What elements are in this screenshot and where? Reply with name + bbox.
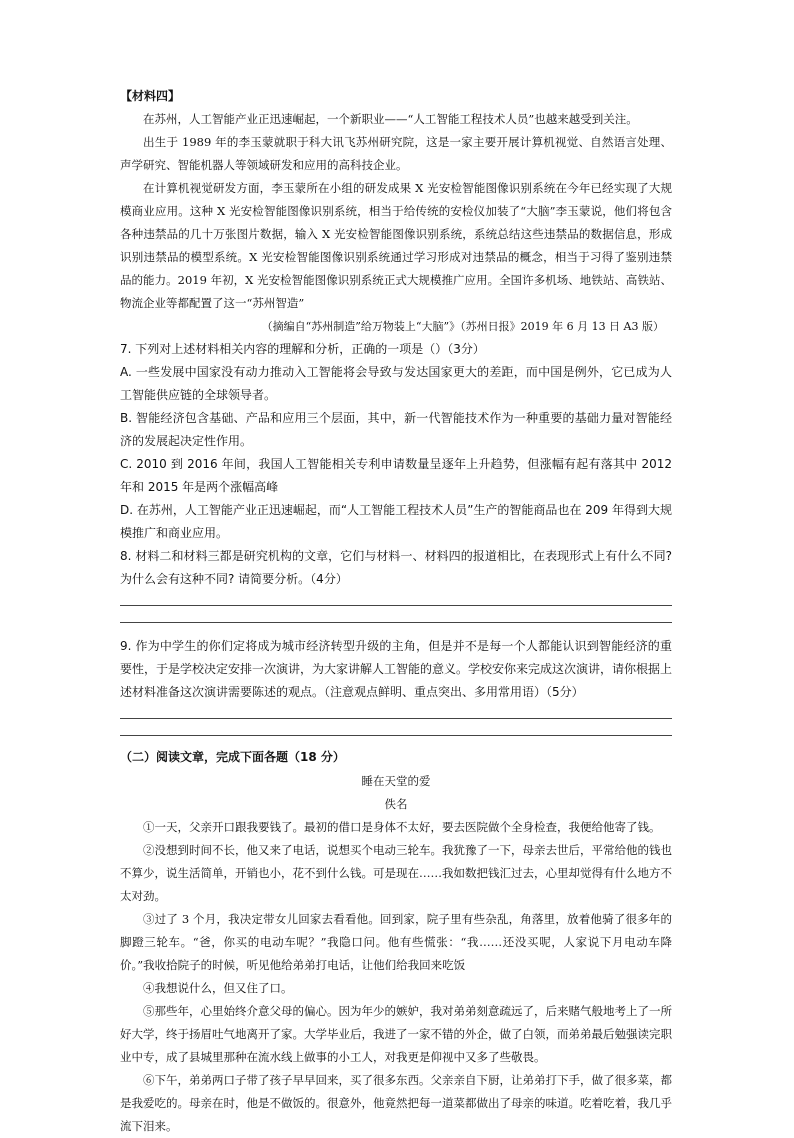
question-7-option-c: C. 2010 到 2016 年间，我国人工智能相关专利申请数量呈逐年上升趋势，但涨幅有起有落其中 2012 年和 2015 年是两个涨幅高峰 [120, 457, 672, 494]
article-author: 佚名 [384, 797, 408, 811]
material4-paragraph-1: 在苏州，人工智能产业正迅速崛起，一个新职业——“人工智能工程技术人员”也越来越受到关注。 [143, 112, 638, 126]
document-page [120, 85, 672, 1138]
article-paragraph-5: ⑤那些年，心里始终介意父母的偏心。因为年少的嫉妒，我对弟弟刻意疏远了，后来赌气般地考上了一所好大学，终于扬眉吐气地离开了家。大学毕业后，我进了一家不错的外企，做了白领，而弟弟最后勉强读完职业中专，成了县城里那种在流水线上做事的小工人，对我更是仰视中又多了些敬畏。 [120, 1004, 672, 1064]
question-7-option-a: A. 一些发展中国家没有动力推动入工智能将会导致与发达国家更大的差距，而中国是例外，它已成为人工智能供应链的全球领导者。 [120, 365, 672, 402]
question-7-option-d: D. 在苏州，人工智能产业正迅速崛起，而“人工智能工程技术人员”生产的智能商品也在 209 年得到大规模推广和商业应用。 [120, 503, 672, 540]
article-paragraph-3: ③过了 3 个月，我决定带女儿回家去看看他。回到家，院子里有些杂乱，角落里，放着他骑了很多年的脚蹬三轮车。“爸，你买的电动车呢？”我隐口问。他有些慌张：“我……还没买呢，人家说下月电动车降价。”我收拾院子的时候，听见他给弟弟打电话，让他们给我回来吃饭 [120, 912, 672, 972]
material4-paragraph-3: 在计算机视觉研发方面，李玉蒙所在小组的研发成果 X 光安检智能图像识别系统在今年已经实现了大规模商业应用。这种 X 光安检智能图像识别系统，相当于给传统的安检仪加装了“大脑”李玉蒙说，他们将包含各种违禁品的几十万张图片数据，输入 X 光安检智能图像识别系统，系统总结这些违禁品的数据信息，形成识别违禁品的模型系统。X 光安检智能图像识别系统通过学习形成对违禁品的概念，相当于习得了鉴别违禁品的能力。2019 年初，X 光安检智能图像识别系统正式大规模推广应用。全国许多机场、地铁站、高铁站、物流企业等都配置了这一“苏州智造” [120, 181, 672, 310]
article-paragraph-4: ④我想说什么，但又住了口。 [143, 981, 293, 995]
question-8-stem: 8. 材料二和材料三都是研究机构的文章，它们与材料一、材料四的报道相比，在表现形式上有什么不同?为什么会有这种不同? 请简要分析。（4分） [120, 549, 672, 586]
material4-heading: 【材料四】 [120, 89, 181, 103]
article-title: 睡在天堂的爱 [361, 774, 431, 788]
article-paragraph-2: ②没想到时间不长，他又来了电话，说想买个电动三轮车。我犹豫了一下，母亲去世后，平常给他的钱也不算少，说生活简单，开销也小，花不到什么钱。可是现在……我如数把钱汇过去，心里却觉得有什么地方不太对劲。 [120, 843, 672, 903]
question-9-stem: 9. 作为中学生的你们定将成为城市经济转型升级的主角，但是并不是每一个人都能认识到智能经济的重要性，于是学校决定安排一次演讲，为大家讲解人工智能的意义。学校安你来完成这次演讲，请你根据上述材料准备这次演讲需要陈述的观点。（注意观点鲜明、重点突出、多用常用语）（5分） [120, 639, 673, 699]
section-2-title: （二）阅读文章，完成下面各题（18 分） [120, 750, 345, 764]
material4-source: （摘编自“苏州制造”给万物装上“大脑”》（苏州日报》2019 年 6 月 13 日 A3 版） [261, 320, 664, 333]
material4-paragraph-2: 出生于 1989 年的李玉蒙就职于科大讯飞苏州研究院，这是一家主要开展计算机视觉、自然语言处理、声学研究、智能机器人等领域研发和应用的高科技企业。 [120, 135, 672, 172]
article-paragraph-6: ⑥下午，弟弟两口子带了孩子早早回来，买了很多东西。父亲亲自下厨，让弟弟打下手，做了很多菜，都是我爱吃的。母亲在时，他是不做饭的。很意外，他竟然把每一道菜都做出了母亲的味道。吃着吃着，我几乎流下泪来。 [120, 1073, 672, 1133]
question-7-option-b: B. 智能经济包含基础、产品和应用三个层面，其中，新一代智能技术作为一种重要的基础力量对智能经济的发展起决定性作用。 [120, 411, 672, 448]
question-7-stem: 7. 下列对上述材料相关内容的理解和分析，正确的一项是（）（3分） [120, 342, 485, 356]
article-paragraph-1: ①一天，父亲开口跟我要钱了。最初的借口是身体不太好，要去医院做个全身检查，我便给他寄了钱。 [143, 820, 661, 834]
